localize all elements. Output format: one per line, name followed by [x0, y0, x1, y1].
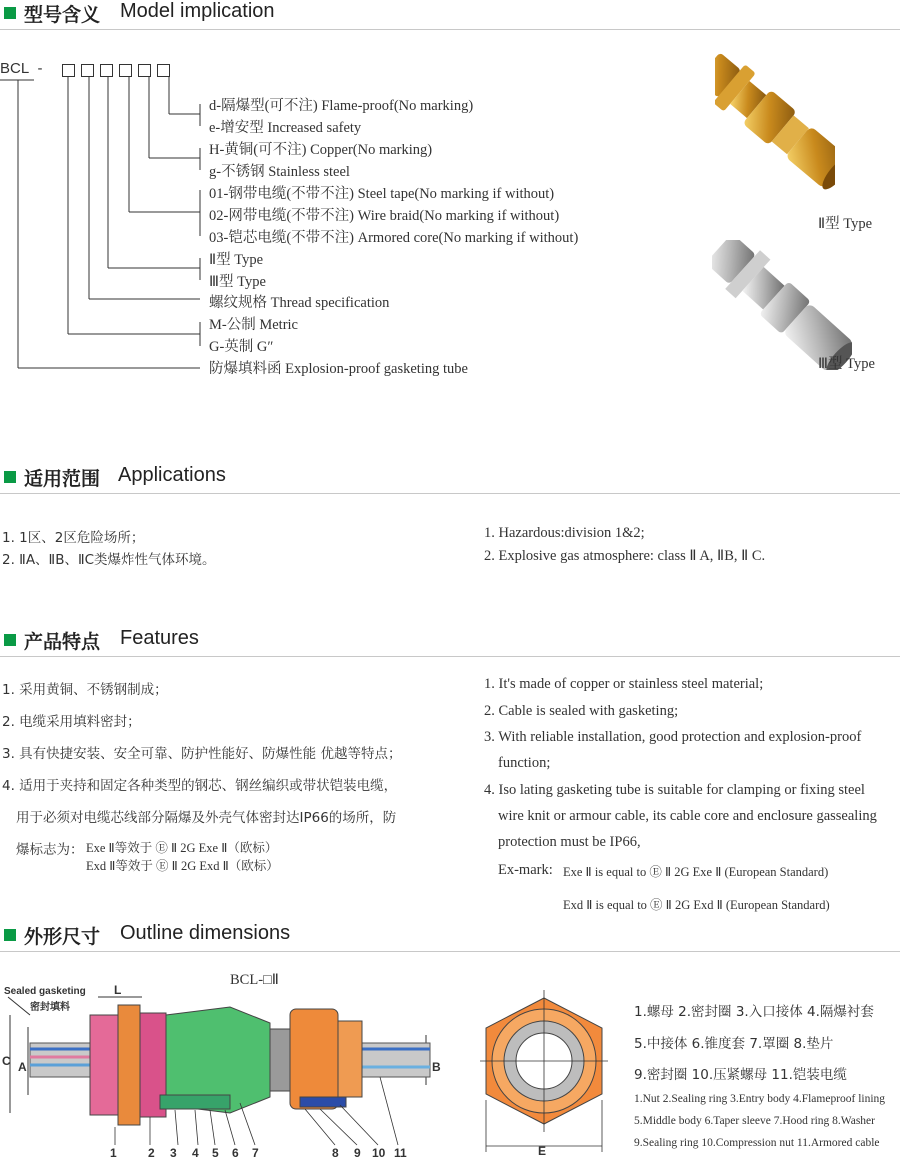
model-line: 03-铠芯电缆(不带不注) Armored core(No marking if without): [209, 230, 579, 246]
sealed-gasketing-label-cn: 密封填料: [30, 1002, 70, 1013]
part-number: 1: [110, 1146, 117, 1160]
application-cn: 1. 1区、2区危险场所；: [2, 530, 145, 546]
section-title-en: Model implication: [120, 0, 275, 22]
model-line: d-隔爆型(可不注) Flame-proof(No marking): [209, 98, 474, 114]
drawing-title: BCL-□Ⅱ: [230, 972, 279, 988]
section-title-cn: 产品特点: [24, 631, 101, 653]
feature-en-mark: Exd Ⅱ is equal to Ⓔ Ⅱ 2G Exd Ⅱ (European Standard): [563, 898, 830, 912]
type2-caption: Ⅱ型 Type: [818, 216, 873, 232]
feature-cn: 2. 电缆采用填料密封；: [2, 714, 141, 730]
model-code-tree: [0, 50, 220, 380]
section-title-en: Features: [120, 627, 199, 649]
code-box: [157, 64, 170, 77]
gland-end-view-drawing: [474, 990, 614, 1160]
section-bullet-icon: [4, 471, 16, 483]
section-divider: [0, 29, 900, 30]
code-box: [62, 64, 75, 77]
section-title-en: Applications: [118, 464, 226, 486]
feature-cn: 爆标志为：: [16, 842, 84, 858]
parts-legend-cn: 9.密封圈 10.压紧螺母 11.铠装电缆: [634, 1067, 847, 1083]
feature-en: 3. With reliable installation, good protection and explosion-proof: [484, 729, 862, 745]
type3-caption: Ⅲ型 Type: [818, 356, 875, 372]
model-line: 01-钢带电缆(不带不注) Steel tape(No marking if without): [209, 186, 555, 202]
model-prefix: BCL -: [0, 60, 43, 77]
part-number: 8: [332, 1146, 339, 1160]
dim-L-label: L: [114, 983, 122, 997]
part-number: 6: [232, 1146, 239, 1160]
section-divider: [0, 656, 900, 657]
code-box: [119, 64, 132, 77]
section-title-cn: 型号含义: [24, 4, 101, 26]
model-line: Ⅱ型 Type: [209, 252, 264, 268]
dim-B-label: B: [432, 1060, 441, 1074]
model-line: 02-网带电缆(不带不注) Wire braid(No marking if without): [209, 208, 560, 224]
application-en: 1. Hazardous:division 1&2;: [484, 525, 645, 541]
section-model-header: [0, 0, 900, 30]
section-divider: [0, 493, 900, 494]
parts-legend-cn: 5.中接体 6.锥度套 7.罩圈 8.垫片: [634, 1036, 834, 1052]
model-line: Ⅲ型 Type: [209, 274, 266, 290]
section-divider: [0, 951, 900, 952]
part-number: 7: [252, 1146, 259, 1160]
type2-brass-gland-image: [715, 40, 835, 205]
part-number: 5: [212, 1146, 219, 1160]
section-applications-header: [0, 464, 900, 494]
model-line: G-英制 G″: [209, 339, 274, 355]
model-line: 螺纹规格 Thread specification: [209, 295, 390, 311]
code-box: [81, 64, 94, 77]
model-code-boxes: [62, 61, 176, 79]
sealed-gasketing-label-en: Sealed gasketing: [4, 986, 86, 997]
type3-steel-gland-image: [712, 240, 852, 370]
parts-legend-en: 9.Sealing ring 10.Compression nut 11.Armored cable: [634, 1137, 880, 1149]
section-bullet-icon: [4, 634, 16, 646]
part-number: 11: [394, 1146, 407, 1160]
section-title-cn: 适用范围: [24, 468, 101, 490]
dim-C-label: C: [2, 1054, 11, 1068]
feature-cn: 3. 具有快捷安装、安全可靠、防护性能好、防爆性能 优越等特点；: [2, 746, 402, 762]
feature-en-mark: Exe Ⅱ is equal to Ⓔ Ⅱ 2G Exe Ⅱ (European Standard): [563, 865, 829, 879]
feature-en: Ex-mark:: [498, 862, 553, 878]
model-line: H-黄铜(可不注) Copper(No marking): [209, 142, 433, 158]
application-cn: 2. ⅡA、ⅡB、ⅡC类爆炸性气体环境。: [2, 552, 216, 568]
section-title-en: Outline dimensions: [120, 922, 291, 944]
parts-legend-en: 1.Nut 2.Sealing ring 3.Entry body 4.Flameproof lining: [634, 1093, 886, 1105]
gland-section-drawing: [0, 985, 460, 1160]
application-en: 2. Explosive gas atmosphere: class Ⅱ A, ⅡB, Ⅱ C.: [484, 548, 766, 564]
feature-en: function;: [498, 755, 551, 771]
parts-legend-cn: 1.螺母 2.密封圈 3.入口接体 4.隔爆衬套: [634, 1004, 874, 1020]
feature-cn-mark: Exd Ⅱ等效于 Ⓔ Ⅱ 2G Exd Ⅱ（欧标）: [86, 859, 279, 873]
section-outline-header: [0, 922, 900, 952]
part-number: 3: [170, 1146, 177, 1160]
model-line: M-公制 Metric: [209, 317, 298, 333]
section-features-header: [0, 627, 900, 657]
code-box: [138, 64, 151, 77]
dim-E-label: E: [538, 1144, 547, 1158]
feature-en: 1. It's made of copper or stainless steel material;: [484, 676, 764, 692]
part-number: 10: [372, 1146, 386, 1160]
part-number: 2: [148, 1146, 155, 1160]
feature-en: protection must be IP66,: [498, 834, 641, 850]
section-bullet-icon: [4, 929, 16, 941]
parts-legend-en: 5.Middle body 6.Taper sleeve 7.Hood ring 8.Washer: [634, 1115, 875, 1127]
model-line: 防爆填料函 Explosion-proof gasketing tube: [209, 361, 468, 377]
code-box: [100, 64, 113, 77]
section-bullet-icon: [4, 7, 16, 19]
feature-cn: 用于必须对电缆芯线部分隔爆及外壳气体密封达IP66的场所，防: [16, 810, 397, 826]
model-line: e-增安型 Increased safety: [209, 120, 362, 136]
section-title-cn: 外形尺寸: [24, 926, 101, 948]
feature-cn: 1. 采用黄铜、不锈钢制成；: [2, 682, 168, 698]
feature-en: 4. Iso lating gasketing tube is suitable for clamping or fixing steel: [484, 782, 865, 798]
feature-en: 2. Cable is sealed with gasketing;: [484, 703, 679, 719]
part-number: 9: [354, 1146, 361, 1160]
feature-cn: 4. 适用于夹持和固定各种类型的钢芯、钢丝编织或带状铠装电缆，: [2, 778, 398, 794]
part-number: 4: [192, 1146, 199, 1160]
model-line: g-不锈钢 Stainless steel: [209, 164, 350, 180]
feature-en: wire knit or armour cable, its cable core and enclosure gassealing: [498, 808, 877, 824]
feature-cn-mark: Exe Ⅱ等效于 Ⓔ Ⅱ 2G Exe Ⅱ（欧标）: [86, 841, 278, 855]
dim-A-label: A: [18, 1060, 27, 1074]
